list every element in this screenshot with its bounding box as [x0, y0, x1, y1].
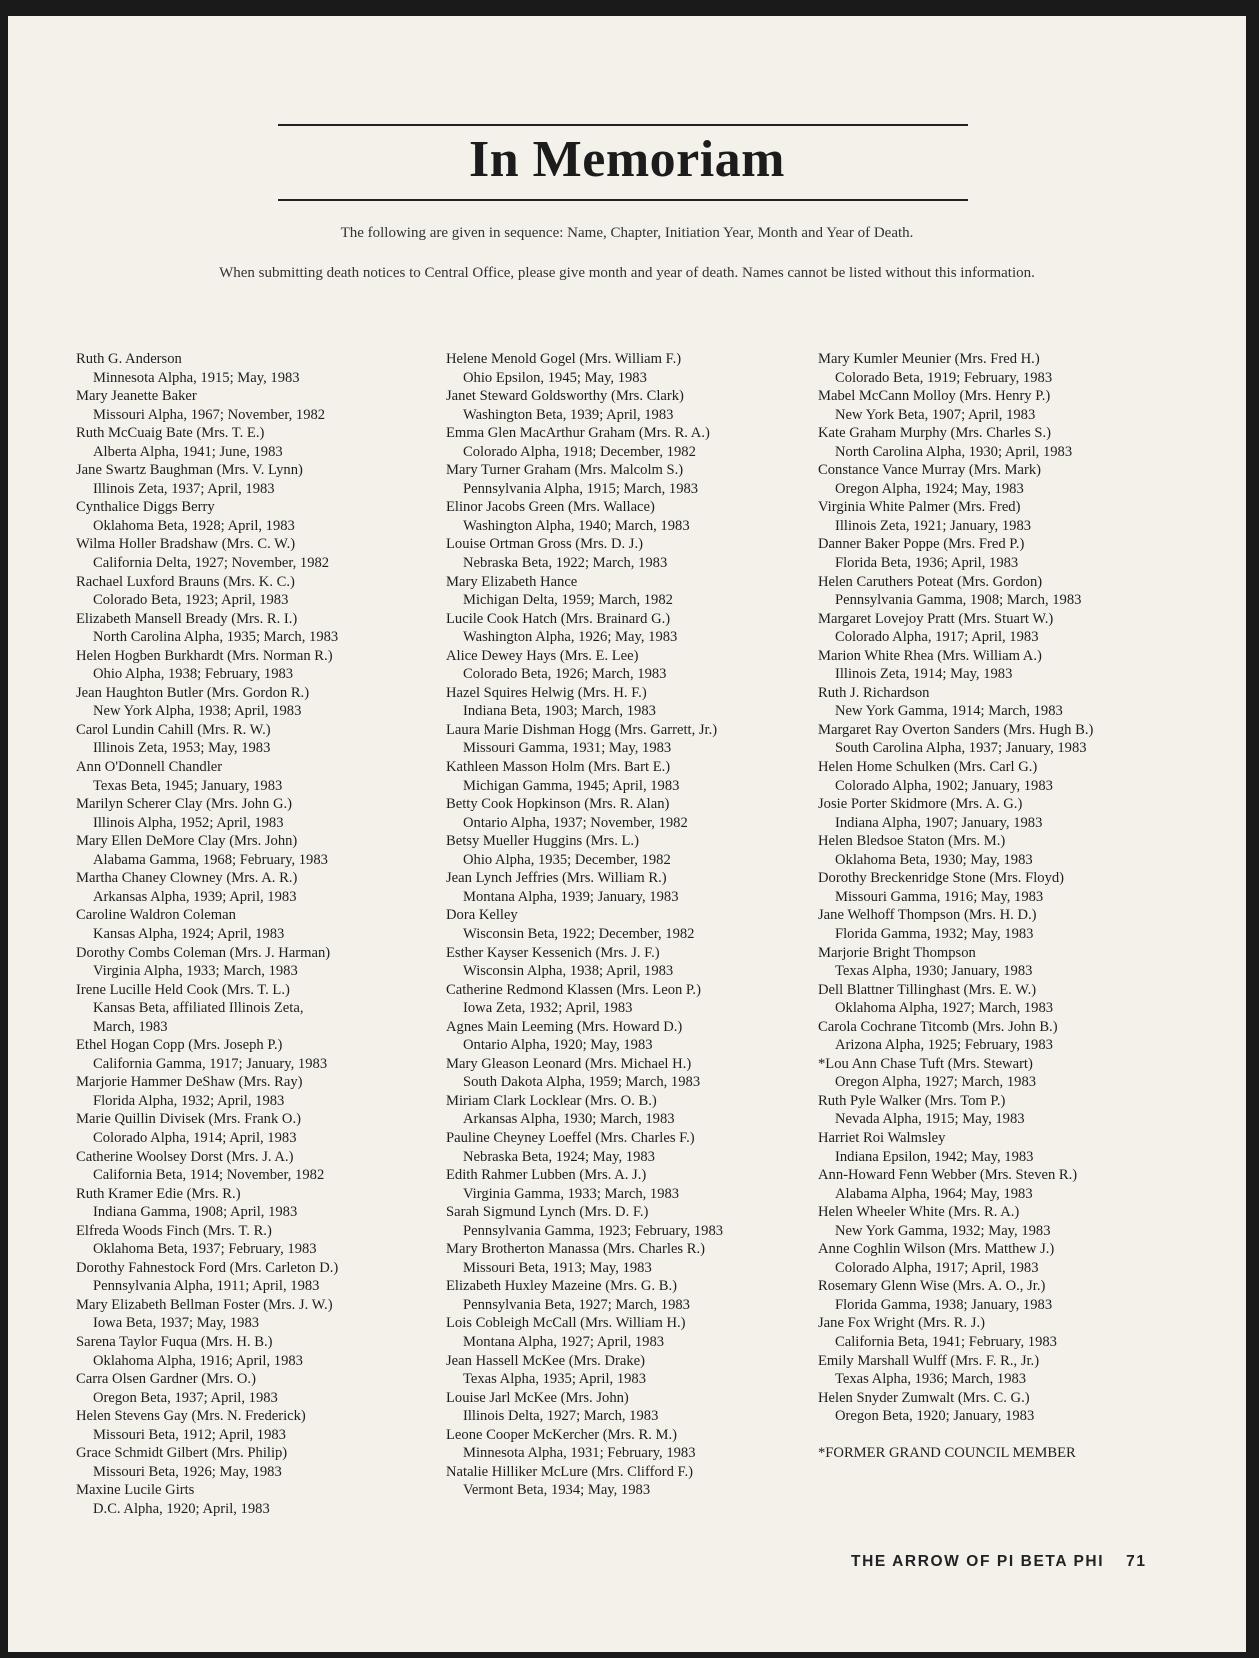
- memorial-entry: [818, 1129, 1093, 1166]
- member-name: Elfreda Woods Finch (Mrs. T. R.): [76, 1222, 272, 1239]
- memorial-entry: [76, 387, 338, 424]
- memorial-entry: [76, 758, 338, 795]
- memorial-entry: [446, 1314, 723, 1351]
- publication-name: THE ARROW OF PI BETA PHI: [851, 1553, 1105, 1570]
- memorial-entry: [76, 498, 338, 535]
- chapter-and-dates: Missouri Beta, 1926; May, 1983: [93, 1463, 282, 1480]
- chapter-and-dates: Oklahoma Alpha, 1916; April, 1983: [93, 1352, 303, 1369]
- member-name: Alice Dewey Hays (Mrs. E. Lee): [446, 647, 639, 664]
- member-name: Jane Welhoff Thompson (Mrs. H. D.): [818, 907, 1037, 924]
- memorial-entry: [818, 721, 1093, 758]
- chapter-and-dates: Nebraska Beta, 1924; May, 1983: [463, 1148, 655, 1165]
- footnote-grand-council: *FORMER GRAND COUNCIL MEMBER: [818, 1444, 1076, 1461]
- member-name: Danner Baker Poppe (Mrs. Fred P.): [818, 536, 1025, 553]
- member-name: Leone Cooper McKercher (Mrs. R. M.): [446, 1426, 677, 1443]
- chapter-and-dates: Indiana Epsilon, 1942; May, 1983: [835, 1148, 1034, 1165]
- member-name: Emma Glen MacArthur Graham (Mrs. R. A.): [446, 425, 710, 442]
- member-name: Agnes Main Leeming (Mrs. Howard D.): [446, 1018, 683, 1035]
- chapter-and-dates: California Beta, 1941; February, 1983: [835, 1333, 1057, 1350]
- memorial-entry: [818, 1314, 1093, 1351]
- memorial-entry: [446, 350, 723, 387]
- memorial-column-3-entries: [818, 350, 1093, 1426]
- chapter-and-dates: Wisconsin Beta, 1922; December, 1982: [463, 925, 695, 942]
- memorial-entry: [76, 1148, 338, 1185]
- chapter-and-dates: California Delta, 1927; November, 1982: [93, 555, 330, 572]
- memorial-entry: [76, 1444, 338, 1481]
- chapter-and-dates: Indiana Beta, 1903; March, 1983: [463, 703, 656, 720]
- member-name: Sarah Sigmund Lynch (Mrs. D. F.): [446, 1204, 649, 1221]
- chapter-and-dates: Colorado Beta, 1926; March, 1983: [463, 666, 667, 683]
- memorial-entry: [76, 535, 338, 572]
- memorial-entry: [446, 1055, 723, 1092]
- member-name: Helene Menold Gogel (Mrs. William F.): [446, 351, 682, 367]
- member-name: Ruth Pyle Walker (Mrs. Tom P.): [818, 1092, 1006, 1109]
- chapter-and-dates: Oklahoma Alpha, 1927; March, 1983: [835, 1000, 1054, 1017]
- chapter-and-dates: Texas Beta, 1945; January, 1983: [93, 777, 283, 794]
- memorial-entry: [76, 795, 338, 832]
- chapter-and-dates: Arizona Alpha, 1925; February, 1983: [835, 1037, 1053, 1054]
- chapter-and-dates: Pennsylvania Alpha, 1915; March, 1983: [463, 480, 699, 497]
- member-name: Rachael Luxford Brauns (Mrs. K. C.): [76, 573, 295, 590]
- chapter-and-dates: Ohio Alpha, 1938; February, 1983: [93, 666, 294, 683]
- chapter-and-dates: Missouri Alpha, 1967; November, 1982: [93, 406, 326, 423]
- member-name: Dorothy Fahnestock Ford (Mrs. Carleton D.): [76, 1259, 339, 1276]
- member-name: Anne Coghlin Wilson (Mrs. Matthew J.): [818, 1241, 1055, 1258]
- chapter-and-dates: Ohio Alpha, 1935; December, 1982: [463, 851, 671, 868]
- member-name: Marjorie Hammer DeShaw (Mrs. Ray): [76, 1074, 303, 1091]
- chapter-and-dates: Colorado Alpha, 1902; January, 1983: [835, 777, 1053, 794]
- chapter-and-dates: Colorado Beta, 1923; April, 1983: [93, 592, 289, 609]
- chapter-and-dates: Ohio Epsilon, 1945; May, 1983: [463, 369, 647, 386]
- member-name: Rosemary Glenn Wise (Mrs. A. O., Jr.): [818, 1278, 1046, 1295]
- memorial-entry: [818, 647, 1093, 684]
- member-name: Grace Schmidt Gilbert (Mrs. Philip): [76, 1445, 288, 1462]
- chapter-and-dates: Iowa Beta, 1937; May, 1983: [93, 1315, 260, 1332]
- chapter-and-dates: Arkansas Alpha, 1930; March, 1983: [463, 1111, 675, 1128]
- chapter-and-dates: Oklahoma Beta, 1937; February, 1983: [93, 1241, 317, 1258]
- member-name: Miriam Clark Locklear (Mrs. O. B.): [446, 1092, 657, 1109]
- member-name: Mary Elizabeth Bellman Foster (Mrs. J. W.): [76, 1296, 333, 1313]
- member-name: Mary Turner Graham (Mrs. Malcolm S.): [446, 462, 684, 479]
- title-rule-bottom: [278, 199, 968, 201]
- chapter-and-dates: Florida Gamma, 1938; January, 1983: [835, 1296, 1053, 1313]
- memorial-entry: [76, 1073, 338, 1110]
- member-name: Maxine Lucile Girts: [76, 1482, 195, 1499]
- member-name: Mary Elizabeth Hance: [446, 573, 578, 590]
- memorial-entry: [818, 610, 1093, 647]
- memorial-entry: [818, 1203, 1093, 1240]
- member-name: *Lou Ann Chase Tuft (Mrs. Stewart): [818, 1055, 1033, 1072]
- memorial-entry: [76, 1259, 338, 1296]
- memorial-entry: [446, 1129, 723, 1166]
- chapter-and-dates: Washington Alpha, 1926; May, 1983: [463, 629, 678, 646]
- chapter-and-dates: Indiana Gamma, 1908; April, 1983: [93, 1204, 298, 1221]
- member-name: Dorothy Combs Coleman (Mrs. J. Harman): [76, 944, 331, 961]
- member-name: Lucile Cook Hatch (Mrs. Brainard G.): [446, 610, 671, 627]
- memorial-entry: [76, 647, 338, 684]
- chapter-and-dates: Missouri Beta, 1913; May, 1983: [463, 1259, 652, 1276]
- member-name: Marie Quillin Divisek (Mrs. Frank O.): [76, 1111, 301, 1128]
- page: [8, 16, 1246, 1652]
- member-name: Harriet Roi Walmsley: [818, 1129, 946, 1146]
- member-name: Ruth McCuaig Bate (Mrs. T. E.): [76, 425, 265, 442]
- chapter-and-dates: Washington Beta, 1939; April, 1983: [463, 406, 674, 423]
- memorial-entry: [446, 1018, 723, 1055]
- chapter-and-dates: Montana Alpha, 1927; April, 1983: [463, 1333, 665, 1350]
- member-name: Dora Kelley: [446, 907, 518, 924]
- memorial-entry: [818, 832, 1093, 869]
- chapter-and-dates: Washington Alpha, 1940; March, 1983: [463, 517, 690, 534]
- member-name: Esther Kayser Kessenich (Mrs. J. F.): [446, 944, 660, 961]
- memorial-entry: [818, 535, 1093, 572]
- chapter-and-dates: Minnesota Alpha, 1931; February, 1983: [463, 1445, 696, 1462]
- chapter-and-dates: Missouri Beta, 1912; April, 1983: [93, 1426, 286, 1443]
- chapter-and-dates: Oklahoma Beta, 1928; April, 1983: [93, 517, 295, 534]
- memorial-entry: [446, 1166, 723, 1203]
- memorial-entry: [818, 498, 1093, 535]
- memorial-entry: [446, 387, 723, 424]
- memorial-entry: [76, 424, 338, 461]
- member-name: Dorothy Breckenridge Stone (Mrs. Floyd): [818, 870, 1065, 887]
- member-name: Jane Fox Wright (Mrs. R. J.): [818, 1315, 985, 1332]
- chapter-and-dates: Colorado Beta, 1919; February, 1983: [835, 369, 1053, 386]
- chapter-and-dates: Minnesota Alpha, 1915; May, 1983: [93, 369, 300, 386]
- member-name: Jean Hassell McKee (Mrs. Drake): [446, 1352, 645, 1369]
- chapter-and-dates: Texas Alpha, 1930; January, 1983: [835, 963, 1033, 980]
- chapter-and-dates: Colorado Alpha, 1914; April, 1983: [93, 1129, 297, 1146]
- member-name: Hazel Squires Helwig (Mrs. H. F.): [446, 684, 647, 701]
- intro-sequence-note: The following are given in sequence: Name, Chapter, Initiation Year, Month and Year of Death.: [340, 225, 914, 241]
- member-name: Lois Cobleigh McCall (Mrs. William H.): [446, 1315, 686, 1332]
- memorial-column-2: [446, 350, 723, 1500]
- member-name: Laura Marie Dishman Hogg (Mrs. Garrett, Jr.): [446, 721, 718, 738]
- member-name: Ann O'Donnell Chandler: [76, 759, 223, 776]
- memorial-entry: [446, 1352, 723, 1389]
- member-name: Virginia White Palmer (Mrs. Fred): [818, 499, 1021, 516]
- memorial-entry: [446, 1240, 723, 1277]
- chapter-and-dates: North Carolina Alpha, 1935; March, 1983: [93, 629, 339, 646]
- death-date: March, 1983: [93, 1018, 168, 1035]
- chapter-and-dates: Illinois Delta, 1927; March, 1983: [463, 1408, 659, 1425]
- memorial-entry: [76, 1222, 338, 1259]
- member-name: Carra Olsen Gardner (Mrs. O.): [76, 1371, 256, 1388]
- chapter-and-dates: South Carolina Alpha, 1937; January, 1983: [835, 740, 1087, 757]
- memorial-entry: [446, 832, 723, 869]
- member-name: Elizabeth Huxley Mazeine (Mrs. G. B.): [446, 1278, 677, 1295]
- chapter-and-dates: Illinois Zeta, 1937; April, 1983: [93, 480, 275, 497]
- chapter-and-dates: Florida Gamma, 1932; May, 1983: [835, 925, 1034, 942]
- member-name: Constance Vance Murray (Mrs. Mark): [818, 462, 1042, 479]
- memorial-entry: [818, 1277, 1093, 1314]
- chapter-and-dates: Alabama Alpha, 1964; May, 1983: [835, 1185, 1033, 1202]
- member-name: Kathleen Masson Holm (Mrs. Bart E.): [446, 759, 671, 776]
- memorial-entry: [446, 721, 723, 758]
- memorial-entry: [818, 1055, 1093, 1092]
- memorial-entry: [446, 1277, 723, 1314]
- memorial-entry: [76, 1333, 338, 1370]
- chapter-and-dates: Florida Alpha, 1932; April, 1983: [93, 1092, 285, 1109]
- member-name: Jane Swartz Baughman (Mrs. V. Lynn): [76, 462, 303, 479]
- member-name: Irene Lucille Held Cook (Mrs. T. L.): [76, 981, 290, 998]
- memorial-entry: [76, 610, 338, 647]
- memorial-entry: [446, 1389, 723, 1426]
- member-name: Ruth J. Richardson: [818, 684, 930, 701]
- memorial-entry: [818, 944, 1093, 981]
- memorial-entry: [446, 498, 723, 535]
- chapter-and-dates: Illinois Zeta, 1921; January, 1983: [835, 517, 1032, 534]
- memorial-entry: [446, 684, 723, 721]
- chapter-and-dates: Colorado Alpha, 1917; April, 1983: [835, 1259, 1039, 1276]
- chapter-and-dates: Alabama Gamma, 1968; February, 1983: [93, 851, 328, 868]
- member-name: Helen Snyder Zumwalt (Mrs. C. G.): [818, 1389, 1030, 1406]
- chapter-and-dates: Kansas Alpha, 1924; April, 1983: [93, 925, 285, 942]
- member-name: Marilyn Scherer Clay (Mrs. John G.): [76, 796, 293, 813]
- member-name: Helen Bledsoe Staton (Mrs. M.): [818, 833, 1006, 850]
- memorial-entry: [76, 906, 338, 943]
- chapter-and-dates: Alberta Alpha, 1941; June, 1983: [93, 443, 283, 460]
- page-title: In Memoriam: [469, 131, 785, 188]
- memorial-entry: [818, 350, 1093, 387]
- memorial-entry: [818, 1240, 1093, 1277]
- chapter-and-dates: Indiana Alpha, 1907; January, 1983: [835, 814, 1043, 831]
- memorial-entry: [446, 869, 723, 906]
- member-name: Mary Gleason Leonard (Mrs. Michael H.): [446, 1055, 692, 1072]
- chapter-and-dates: South Dakota Alpha, 1959; March, 1983: [463, 1074, 701, 1091]
- chapter-and-dates: Pennsylvania Gamma, 1908; March, 1983: [835, 592, 1082, 609]
- memorial-entry: [76, 350, 338, 387]
- member-name: Helen Caruthers Poteat (Mrs. Gordon): [818, 573, 1043, 590]
- member-name: Ruth G. Anderson: [76, 351, 182, 367]
- chapter-and-dates: New York Gamma, 1914; March, 1983: [835, 703, 1063, 720]
- member-name: Janet Steward Goldsworthy (Mrs. Clark): [446, 388, 684, 405]
- memorial-entry: [446, 1463, 723, 1500]
- member-name: Elizabeth Mansell Bready (Mrs. R. I.): [76, 610, 298, 627]
- memorial-entry: [818, 869, 1093, 906]
- chapter-and-dates: Nebraska Beta, 1922; March, 1983: [463, 555, 668, 572]
- memorial-entry: [76, 1481, 338, 1518]
- memorial-entry: [76, 1370, 338, 1407]
- member-name: Pauline Cheyney Loeffel (Mrs. Charles F.): [446, 1129, 695, 1146]
- memorial-entry: [446, 1203, 723, 1240]
- member-name: Margaret Lovejoy Pratt (Mrs. Stuart W.): [818, 610, 1054, 627]
- chapter-and-dates: Michigan Gamma, 1945; April, 1983: [463, 777, 680, 794]
- chapter-and-dates: Wisconsin Alpha, 1938; April, 1983: [463, 963, 674, 980]
- memorial-entry: [818, 1389, 1093, 1426]
- memorial-entry: [446, 647, 723, 684]
- chapter-and-dates: Ontario Alpha, 1920; May, 1983: [463, 1037, 653, 1054]
- memorial-entry: [76, 1185, 338, 1222]
- member-name: Mabel McCann Molloy (Mrs. Henry P.): [818, 388, 1051, 405]
- chapter-and-dates: Oklahoma Beta, 1930; May, 1983: [835, 851, 1033, 868]
- member-name: Natalie Hilliker McLure (Mrs. Clifford F.): [446, 1463, 694, 1480]
- chapter-and-dates: Colorado Alpha, 1917; April, 1983: [835, 629, 1039, 646]
- page-number: 71: [1126, 1553, 1147, 1570]
- chapter-and-dates: North Carolina Alpha, 1930; April, 1983: [835, 443, 1073, 460]
- memorial-entry: [446, 461, 723, 498]
- memorial-entry: [446, 1426, 723, 1463]
- chapter-and-dates: Montana Alpha, 1939; January, 1983: [463, 888, 679, 905]
- chapter-and-dates: Missouri Gamma, 1931; May, 1983: [463, 740, 672, 757]
- member-name: Mary Kumler Meunier (Mrs. Fred H.): [818, 351, 1040, 367]
- member-name: Helen Hogben Burkhardt (Mrs. Norman R.): [76, 647, 333, 664]
- chapter-and-dates: Oregon Alpha, 1927; March, 1983: [835, 1074, 1037, 1091]
- chapter-and-dates: California Gamma, 1917; January, 1983: [93, 1055, 328, 1072]
- chapter-and-dates: Oregon Beta, 1920; January, 1983: [835, 1408, 1035, 1425]
- chapter-and-dates: Vermont Beta, 1934; May, 1983: [463, 1482, 651, 1499]
- member-name: Carola Cochrane Titcomb (Mrs. John B.): [818, 1018, 1058, 1035]
- memorial-entry: [76, 1110, 338, 1147]
- member-name: Kate Graham Murphy (Mrs. Charles S.): [818, 425, 1052, 442]
- member-name: Edith Rahmer Lubben (Mrs. A. J.): [446, 1167, 647, 1184]
- memorial-entry: [446, 906, 723, 943]
- memorial-entry: [818, 906, 1093, 943]
- memorial-entry: [76, 832, 338, 869]
- memorial-entry: [446, 981, 723, 1018]
- memorial-entry: [818, 387, 1093, 424]
- memorial-entry: [818, 1018, 1093, 1055]
- chapter-and-dates: Michigan Delta, 1959; March, 1982: [463, 592, 673, 609]
- member-name: Marion White Rhea (Mrs. William A.): [818, 647, 1042, 664]
- chapter-and-dates: Missouri Gamma, 1916; May, 1983: [835, 888, 1044, 905]
- chapter-and-dates: Arkansas Alpha, 1939; April, 1983: [93, 888, 297, 905]
- member-name: Jean Lynch Jeffries (Mrs. William R.): [446, 870, 667, 887]
- member-name: Catherine Woolsey Dorst (Mrs. J. A.): [76, 1148, 294, 1165]
- page-footer: [851, 1553, 1147, 1571]
- memorial-entry: [446, 758, 723, 795]
- memorial-entry: [818, 1166, 1093, 1203]
- chapter-and-dates: Oregon Alpha, 1924; May, 1983: [835, 480, 1024, 497]
- chapter-and-dates: Illinois Alpha, 1952; April, 1983: [93, 814, 284, 831]
- chapter-and-dates: D.C. Alpha, 1920; April, 1983: [93, 1500, 270, 1517]
- member-name: Ruth Kramer Edie (Mrs. R.): [76, 1185, 241, 1202]
- memorial-column-1: [76, 350, 338, 1518]
- chapter-and-dates: New York Alpha, 1938; April, 1983: [93, 703, 302, 720]
- member-name: Carol Lundin Cahill (Mrs. R. W.): [76, 721, 271, 738]
- chapter-and-dates: Ontario Alpha, 1937; November, 1982: [463, 814, 688, 831]
- chapter-and-dates: Illinois Zeta, 1953; May, 1983: [93, 740, 271, 757]
- memorial-entry: [818, 758, 1093, 795]
- member-name: Mary Brotherton Manassa (Mrs. Charles R.): [446, 1241, 705, 1258]
- member-name: Ethel Hogan Copp (Mrs. Joseph P.): [76, 1037, 283, 1054]
- memorial-entry: [818, 981, 1093, 1018]
- intro-submission-note: When submitting death notices to Central Office, please give month and year of death. Names cannot be listed without this information.: [219, 265, 1035, 281]
- memorial-entry: [818, 573, 1093, 610]
- chapter-and-dates: Pennsylvania Beta, 1927; March, 1983: [463, 1296, 690, 1313]
- memorial-entry: [76, 981, 338, 1037]
- member-name: Helen Wheeler White (Mrs. R. A.): [818, 1204, 1020, 1221]
- chapter-and-dates: Virginia Alpha, 1933; March, 1983: [93, 963, 298, 980]
- chapter-and-dates: Illinois Zeta, 1914; May, 1983: [835, 666, 1013, 683]
- memorial-entry: [76, 1036, 338, 1073]
- member-name: Louise Jarl McKee (Mrs. John): [446, 1389, 629, 1406]
- memorial-entry: [76, 1407, 338, 1444]
- memorial-entry: [76, 461, 338, 498]
- member-name: Wilma Holler Bradshaw (Mrs. C. W.): [76, 536, 296, 553]
- member-name: Sarena Taylor Fuqua (Mrs. H. B.): [76, 1333, 273, 1350]
- memorial-entry: [818, 795, 1093, 832]
- memorial-entry: [446, 1092, 723, 1129]
- member-name: Josie Porter Skidmore (Mrs. A. G.): [818, 796, 1023, 813]
- member-name: Helen Stevens Gay (Mrs. N. Frederick): [76, 1408, 306, 1425]
- chapter-and-dates: Pennsylvania Alpha, 1911; April, 1983: [93, 1278, 320, 1295]
- member-name: Betty Cook Hopkinson (Mrs. R. Alan): [446, 796, 670, 813]
- title-rule-top: [278, 124, 968, 126]
- chapter-and-dates: Colorado Alpha, 1918; December, 1982: [463, 443, 696, 460]
- memorial-entry: [818, 684, 1093, 721]
- member-name: Catherine Redmond Klassen (Mrs. Leon P.): [446, 981, 701, 998]
- member-name: Helen Home Schulken (Mrs. Carl G.): [818, 759, 1038, 776]
- memorial-entry: [76, 721, 338, 758]
- memorial-entry: [76, 944, 338, 981]
- chapter-and-dates: Texas Alpha, 1935; April, 1983: [463, 1371, 647, 1388]
- memorial-entry: [818, 1092, 1093, 1129]
- memorial-column-3: [818, 350, 1093, 1462]
- memorial-entry: [818, 1352, 1093, 1389]
- member-name: Ann-Howard Fenn Webber (Mrs. Steven R.): [818, 1167, 1078, 1184]
- member-name: Marjorie Bright Thompson: [818, 944, 976, 961]
- memorial-entry: [446, 573, 723, 610]
- memorial-entry: [818, 424, 1093, 461]
- memorial-entry: [818, 461, 1093, 498]
- chapter-and-dates: Kansas Beta, affiliated Illinois Zeta,: [93, 1000, 304, 1017]
- memorial-entry: [76, 1296, 338, 1333]
- memorial-entry: [446, 610, 723, 647]
- member-name: Jean Haughton Butler (Mrs. Gordon R.): [76, 684, 310, 701]
- member-name: Emily Marshall Wulff (Mrs. F. R., Jr.): [818, 1352, 1040, 1369]
- memorial-entry: [446, 424, 723, 461]
- chapter-and-dates: Nevada Alpha, 1915; May, 1983: [835, 1111, 1025, 1128]
- chapter-and-dates: California Beta, 1914; November, 1982: [93, 1167, 325, 1184]
- member-name: Mary Jeanette Baker: [76, 388, 197, 405]
- member-name: Elinor Jacobs Green (Mrs. Wallace): [446, 499, 655, 516]
- chapter-and-dates: Texas Alpha, 1936; March, 1983: [835, 1371, 1027, 1388]
- chapter-and-dates: Virginia Gamma, 1933; March, 1983: [463, 1185, 680, 1202]
- memorial-entry: [446, 795, 723, 832]
- chapter-and-dates: Iowa Zeta, 1932; April, 1983: [463, 1000, 633, 1017]
- chapter-and-dates: New York Gamma, 1932; May, 1983: [835, 1222, 1051, 1239]
- member-name: Louise Ortman Gross (Mrs. D. J.): [446, 536, 643, 553]
- member-name: Betsy Mueller Huggins (Mrs. L.): [446, 833, 639, 850]
- memorial-entry: [446, 944, 723, 981]
- member-name: Cynthalice Diggs Berry: [76, 499, 215, 516]
- chapter-and-dates: Oregon Beta, 1937; April, 1983: [93, 1389, 278, 1406]
- memorial-entry: [446, 535, 723, 572]
- member-name: Martha Chaney Clowney (Mrs. A. R.): [76, 870, 298, 887]
- member-name: Mary Ellen DeMore Clay (Mrs. John): [76, 833, 298, 850]
- chapter-and-dates: New York Beta, 1907; April, 1983: [835, 406, 1036, 423]
- memorial-entry: [76, 573, 338, 610]
- member-name: Caroline Waldron Coleman: [76, 907, 236, 924]
- memorial-entry: [76, 684, 338, 721]
- chapter-and-dates: Florida Beta, 1936; April, 1983: [835, 555, 1019, 572]
- memorial-entry: [76, 869, 338, 906]
- member-name: Dell Blattner Tillinghast (Mrs. E. W.): [818, 981, 1037, 998]
- chapter-and-dates: Pennsylvania Gamma, 1923; February, 1983: [463, 1222, 724, 1239]
- member-name: Margaret Ray Overton Sanders (Mrs. Hugh B.): [818, 721, 1094, 738]
